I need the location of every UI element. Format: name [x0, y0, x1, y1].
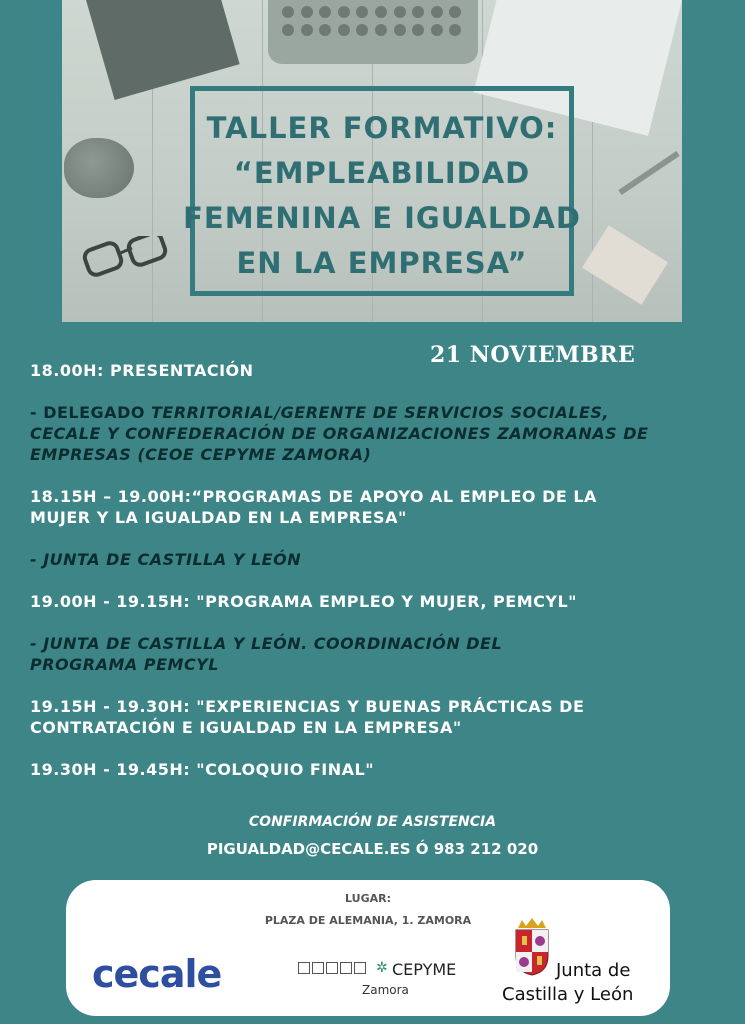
attendance-confirmation-label: CONFIRMACIÓN DE ASISTENCIA: [248, 814, 497, 830]
cepyme-logo-subtitle: Zamora: [362, 983, 409, 997]
typewriter-illustration: [268, 0, 478, 64]
agenda-item: 19.15H - 19.30H: "EXPERIENCIAS Y BUENAS PRÁCTICAS DE: [30, 697, 585, 716]
title-line: TALLER FORMATIVO:: [206, 111, 558, 145]
agenda-item: 19.00H - 19.15H: "PROGRAMA EMPLEO Y MUJER, PEMCYL": [30, 592, 577, 611]
attendance-contact[interactable]: PIGUALDAD@CECALE.ES Ó 983 212 020: [206, 840, 539, 858]
pinecone-illustration: [64, 138, 134, 198]
title-line: “EMPLEABILIDAD: [233, 156, 531, 190]
agenda-organization: - JUNTA DE CASTILLA Y LEÓN. COORDINACIÓN DEL: [30, 634, 503, 653]
notebook-illustration: [86, 0, 240, 100]
title-line: FEMENINA E IGUALDAD: [183, 201, 581, 235]
cecale-logo: cecale: [92, 952, 222, 996]
venue-address: PLAZA DE ALEMANIA, 1. ZAMORA: [264, 914, 472, 927]
header-photo: [62, 0, 682, 322]
agenda: [30, 360, 720, 780]
event-date: 21 NOVIEMBRE: [430, 342, 636, 368]
org-lead-text: - DELEGADO: [30, 403, 152, 422]
cepyme-logo: CEPYME: [392, 960, 457, 979]
glasses-illustration: [82, 236, 172, 286]
agenda-item: 19.30H - 19.45H: "COLOQUIO FINAL": [30, 760, 375, 779]
agenda-item: 18.00H: PRESENTACIÓN: [30, 361, 254, 380]
title-line: EN LA EMPRESA”: [236, 246, 528, 280]
small-box-illustration: [582, 225, 668, 304]
org-italic-text: TERRITORIAL/GERENTE DE SERVICIOS SOCIALES,: [151, 403, 609, 422]
agenda-organization: EMPRESAS (CEOE CEPYME ZAMORA): [30, 445, 372, 464]
ceoe-logo-marks: [298, 962, 366, 974]
junta-logo-line2: Castilla y León: [502, 984, 634, 1005]
cepyme-star-icon: ✲: [376, 960, 388, 976]
agenda-item: 18.15H – 19.00H:“PROGRAMAS DE APOYO AL EMPLEO DE LA: [30, 487, 597, 506]
agenda-organization: - JUNTA DE CASTILLA Y LEÓN: [30, 550, 302, 569]
agenda-item: MUJER Y LA IGUALDAD EN LA EMPRESA": [30, 508, 407, 527]
footer-panel: [66, 880, 670, 1016]
agenda-organization: [30, 402, 720, 423]
agenda-item: CONTRATACIÓN E IGUALDAD EN LA EMPRESA": [30, 718, 462, 737]
junta-logo-line1: Junta de: [556, 960, 631, 981]
pen-illustration: [618, 151, 679, 195]
venue-label: LUGAR:: [345, 892, 391, 905]
workshop-title: [182, 106, 582, 286]
junta-crest-icon: [512, 918, 552, 976]
agenda-organization: PROGRAMA PEMCYL: [30, 655, 219, 674]
agenda-organization: CECALE Y CONFEDERACIÓN DE ORGANIZACIONES ZAMORANAS DE: [30, 424, 649, 443]
